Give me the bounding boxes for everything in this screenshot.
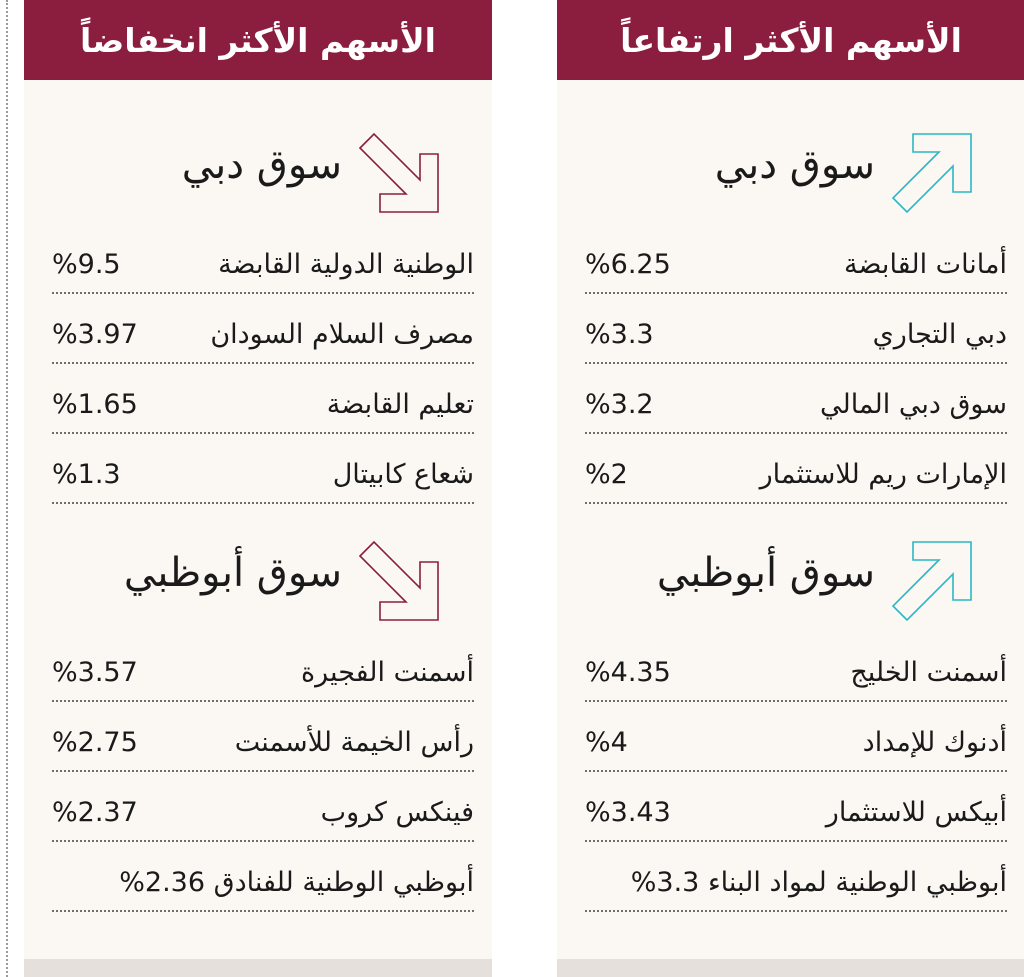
company-name: مصرف السلام السودان xyxy=(210,319,474,350)
losers-dubai-heading xyxy=(24,120,492,220)
company-name: سوق دبي المالي xyxy=(819,389,1007,420)
list-item xyxy=(52,434,474,504)
losers-abudhabi-list xyxy=(52,632,474,912)
list-item xyxy=(585,434,1007,504)
change-value: %2.75 xyxy=(52,727,138,758)
company-name: أبوظبي الوطنية لمواد البناء 3.3% xyxy=(630,867,1007,898)
change-value: %4 xyxy=(585,727,628,758)
company-name: رأس الخيمة للأسمنت xyxy=(234,727,474,758)
gainers-dubai-heading xyxy=(557,120,1024,220)
change-value: %3.2 xyxy=(585,389,654,420)
market-title: سوق دبي xyxy=(714,142,875,188)
list-item xyxy=(585,364,1007,434)
change-value: %9.5 xyxy=(52,249,121,280)
gainers-title: الأسهم الأكثر ارتفاعاً xyxy=(557,0,1024,80)
list-item xyxy=(52,632,474,702)
change-value: %2.37 xyxy=(52,797,138,828)
list-item xyxy=(52,772,474,842)
company-name: شعاع كابيتال xyxy=(332,459,474,490)
change-value: %2 xyxy=(585,459,628,490)
company-name: أسمنت الفجيرة xyxy=(301,657,474,688)
losers-dubai-list xyxy=(52,224,474,504)
list-item xyxy=(585,632,1007,702)
market-title: سوق أبوظبي xyxy=(656,550,875,596)
list-item xyxy=(585,772,1007,842)
company-name: أدنوك للإمداد xyxy=(862,727,1007,758)
company-name: دبي التجاري xyxy=(872,319,1007,350)
footer-strip xyxy=(557,959,1024,977)
list-item xyxy=(52,842,474,912)
company-name: الوطنية الدولية القابضة xyxy=(218,249,474,280)
list-item xyxy=(585,702,1007,772)
losers-panel xyxy=(24,0,492,977)
change-value: %4.35 xyxy=(585,657,671,688)
change-value: %1.3 xyxy=(52,459,121,490)
market-title: سوق أبوظبي xyxy=(123,550,342,596)
change-value: %6.25 xyxy=(585,249,671,280)
list-item xyxy=(52,294,474,364)
company-name: أبيكس للاستثمار xyxy=(825,797,1007,828)
gainers-dubai-list xyxy=(585,224,1007,504)
company-name: أسمنت الخليج xyxy=(850,657,1007,688)
change-value: %3.43 xyxy=(585,797,671,828)
down-right-arrow-icon xyxy=(356,130,442,216)
list-item xyxy=(52,224,474,294)
list-item xyxy=(52,364,474,434)
losers-title: الأسهم الأكثر انخفاضاً xyxy=(24,0,492,80)
losers-abudhabi-heading xyxy=(24,528,492,628)
company-name: فينكس كروب xyxy=(320,797,474,828)
change-value: %3.3 xyxy=(585,319,654,350)
up-right-arrow-icon xyxy=(889,130,975,216)
company-name: أمانات القابضة xyxy=(844,249,1007,280)
footer-strip xyxy=(24,959,492,977)
company-name: تعليم القابضة xyxy=(326,389,474,420)
list-item xyxy=(585,842,1007,912)
company-name: الإمارات ريم للاستثمار xyxy=(759,459,1007,490)
dotted-divider xyxy=(6,0,8,977)
change-value: %1.65 xyxy=(52,389,138,420)
list-item xyxy=(585,294,1007,364)
list-item xyxy=(585,224,1007,294)
gainers-abudhabi-list xyxy=(585,632,1007,912)
gainers-panel xyxy=(557,0,1024,977)
down-right-arrow-icon xyxy=(356,538,442,624)
up-right-arrow-icon xyxy=(889,538,975,624)
change-value: %3.57 xyxy=(52,657,138,688)
list-item xyxy=(52,702,474,772)
company-name: أبوظبي الوطنية للفنادق 2.36% xyxy=(119,867,474,898)
gainers-abudhabi-heading xyxy=(557,528,1024,628)
change-value: %3.97 xyxy=(52,319,138,350)
market-title: سوق دبي xyxy=(181,142,342,188)
